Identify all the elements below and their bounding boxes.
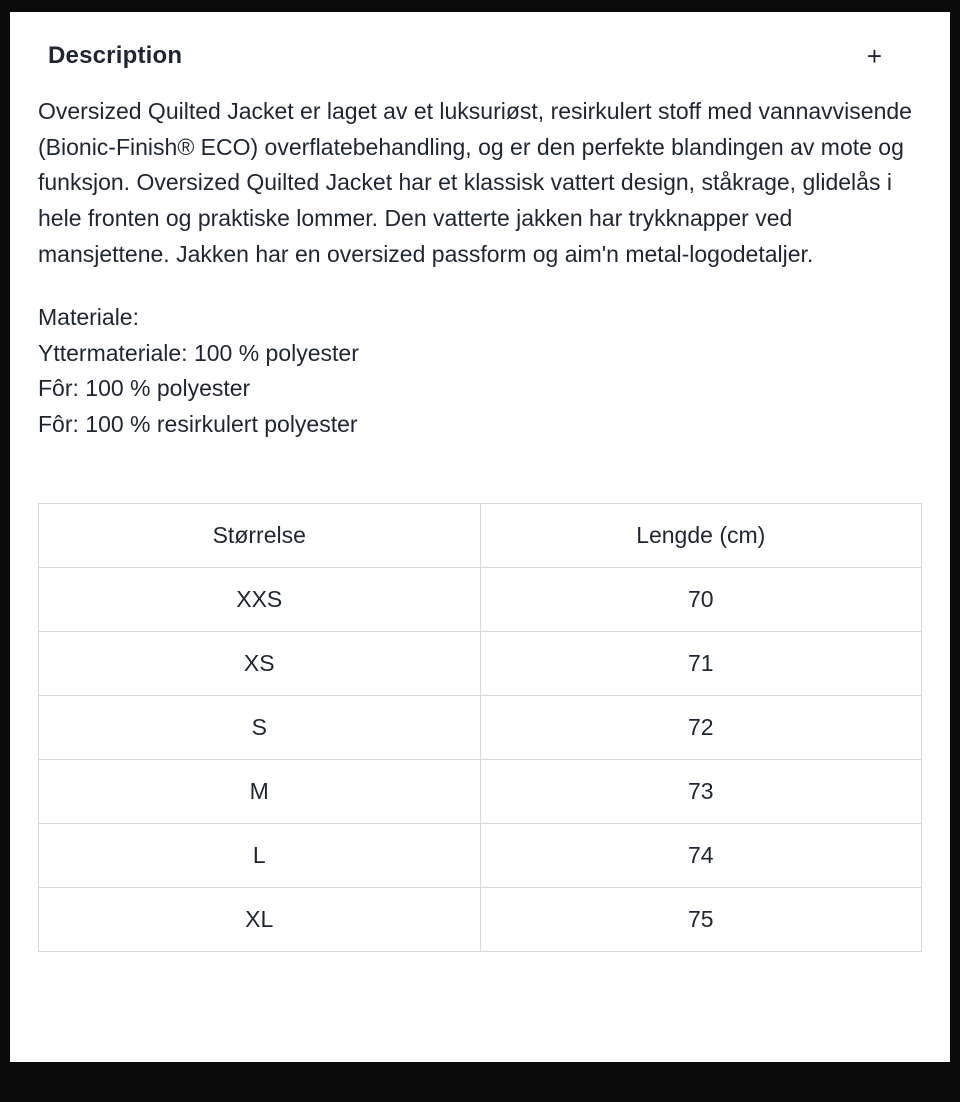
- size-cell: XL: [39, 887, 481, 951]
- table-row: [39, 823, 922, 887]
- size-cell: M: [39, 759, 481, 823]
- length-cell: 70: [480, 567, 922, 631]
- size-cell: XXS: [39, 567, 481, 631]
- size-cell: XS: [39, 631, 481, 695]
- description-section: [10, 12, 950, 952]
- material-heading: Materiale:: [38, 304, 139, 331]
- length-cell: 73: [480, 759, 922, 823]
- product-description-panel: [10, 12, 950, 1062]
- material-line: Yttermateriale: 100 % polyester: [38, 339, 359, 366]
- size-chart-header-row: [39, 503, 922, 567]
- table-row: [39, 695, 922, 759]
- description-accordion-header[interactable]: [38, 38, 922, 70]
- description-accordion-title: Description: [48, 42, 183, 69]
- size-cell: L: [39, 823, 481, 887]
- size-chart-table: [38, 503, 922, 952]
- material-line: Fôr: 100 % polyester: [38, 375, 251, 402]
- length-cell: 72: [480, 695, 922, 759]
- table-row: [39, 631, 922, 695]
- product-description-paragraph: Oversized Quilted Jacket er laget av et luksuriøst, resirkulert stoff med vannavvisende (Bionic-Finish® ECO) overflatebehandling, og er den perfekte blandingen av mote og funksjon. Oversized Quilted Jacket har et klassisk vattert design, ståkrage, glidelås i hele fronten og praktiske lommer. Den vatterte jakken har trykknapper ved mansjettene. Jakken har en oversized passform og aim'n metal-logodetaljer.: [38, 98, 912, 267]
- length-cell: 75: [480, 887, 922, 951]
- material-block: [38, 300, 922, 443]
- length-column-header: Lengde (cm): [480, 503, 922, 567]
- table-row: [39, 759, 922, 823]
- size-column-header: Størrelse: [39, 503, 481, 567]
- length-cell: 74: [480, 823, 922, 887]
- length-cell: 71: [480, 631, 922, 695]
- size-cell: S: [39, 695, 481, 759]
- table-row: [39, 567, 922, 631]
- plus-icon[interactable]: +: [866, 41, 882, 71]
- material-line: Fôr: 100 % resirkulert polyester: [38, 411, 358, 438]
- table-row: [39, 887, 922, 951]
